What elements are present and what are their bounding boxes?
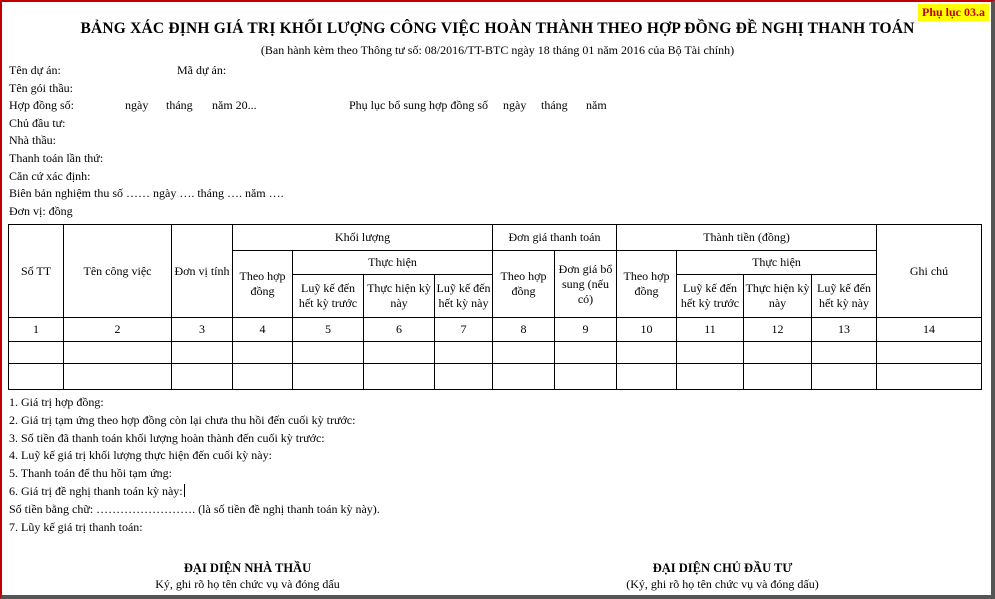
- table-cell[interactable]: [293, 342, 364, 364]
- table-cell[interactable]: [812, 342, 877, 364]
- header-so-tt: Số TT: [9, 225, 64, 318]
- header-ghi-chu: Ghi chú: [877, 225, 982, 318]
- summary-amount-in-words: Số tiền bằng chữ: ……………………. (là số tiền đề nghị thanh toán kỳ này).: [9, 501, 380, 516]
- table-row: [9, 364, 982, 390]
- contract-number-label: Hợp đồng số:: [9, 98, 75, 113]
- table-cell[interactable]: [64, 364, 172, 390]
- table-cell[interactable]: [617, 364, 677, 390]
- table-cell[interactable]: [812, 364, 877, 390]
- column-number: 1: [9, 318, 64, 342]
- appendix-year-label: năm: [586, 98, 607, 113]
- package-name-label: Tên gói thầu:: [9, 80, 73, 95]
- header-kl-luy-ke-ky-nay: Luỹ kế đến hết kỳ này: [435, 275, 493, 318]
- column-number: 5: [293, 318, 364, 342]
- column-number: 4: [233, 318, 293, 342]
- table-cell[interactable]: [9, 342, 64, 364]
- column-number: 12: [744, 318, 812, 342]
- column-number: 11: [677, 318, 744, 342]
- table-cell[interactable]: [744, 364, 812, 390]
- table-cell[interactable]: [493, 342, 555, 364]
- table-cell[interactable]: [493, 364, 555, 390]
- info-row-contractor: [9, 132, 284, 150]
- header-thanh-tien: Thành tiền (đồng): [617, 225, 877, 251]
- owner-signature-note: (Ký, ghi rõ họ tên chức vụ và đóng dấu): [626, 577, 819, 591]
- info-row-payment: [9, 150, 284, 168]
- appendix-label: Phụ lục 03.a: [918, 4, 989, 21]
- basis-label: Căn cứ xác định:: [9, 168, 91, 183]
- header-khoi-luong: Khối lượng: [233, 225, 493, 251]
- table-cell[interactable]: [877, 342, 982, 364]
- info-row-acceptance: [9, 185, 284, 203]
- table-cell[interactable]: [555, 342, 617, 364]
- summary-advance-recovery: 5. Thanh toán để thu hồi tạm ứng:: [9, 466, 172, 481]
- contractor-label: Nhà thầu:: [9, 133, 56, 148]
- table-header-row: [9, 225, 982, 251]
- summary-accumulated-value: 4. Luỹ kế giá trị khối lượng thực hiện đến cuối kỳ này:: [9, 448, 272, 463]
- table-cell[interactable]: [555, 364, 617, 390]
- info-row-unit: [9, 203, 284, 221]
- table-cell[interactable]: [9, 364, 64, 390]
- summary-paid-previous: 3. Số tiền đã thanh toán khối lượng hoàn thành đến cuối kỳ trước:: [9, 430, 325, 445]
- header-kl-thuc-hien: Thực hiện: [293, 251, 493, 275]
- summary-advance-remaining: 2. Giá trị tạm ứng theo hợp đồng còn lại chưa thu hồi đến cuối kỳ trước:: [9, 412, 356, 427]
- table-cell[interactable]: [364, 342, 435, 364]
- appendix-contract-label: Phụ lục bổ sung hợp đồng số: [349, 98, 489, 113]
- column-number: 6: [364, 318, 435, 342]
- owner-signature-block: [590, 560, 855, 592]
- info-row-contract: [9, 97, 607, 115]
- table-cell[interactable]: [677, 342, 744, 364]
- payment-number-label: Thanh toán lần thứ:: [9, 150, 104, 165]
- header-tt-luy-ke-truoc: Luỹ kế đến hết kỳ trước: [677, 275, 744, 318]
- header-don-gia: Đơn giá thanh toán: [493, 225, 617, 251]
- table-cell[interactable]: [364, 364, 435, 390]
- header-tt-theo-hop-dong: Theo hợp đồng: [617, 251, 677, 318]
- table-cell[interactable]: [64, 342, 172, 364]
- header-tt-thuc-hien: Thực hiện: [677, 251, 877, 275]
- project-name-label: Tên dự án:: [9, 63, 61, 77]
- info-row-package: [9, 80, 284, 98]
- currency-unit-label: Đơn vị: đồng: [9, 203, 73, 218]
- header-kl-luy-ke-truoc: Luỹ kế đến hết kỳ trước: [293, 275, 364, 318]
- table-cell[interactable]: [877, 364, 982, 390]
- summary-section: [9, 394, 380, 536]
- table-cell[interactable]: [293, 364, 364, 390]
- header-dg-theo-hop-dong: Theo hợp đồng: [493, 251, 555, 318]
- column-number: 9: [555, 318, 617, 342]
- table-cell[interactable]: [435, 364, 493, 390]
- summary-accumulated-payment: 7. Lũy kế giá trị thanh toán:: [9, 519, 143, 534]
- table-cell[interactable]: [617, 342, 677, 364]
- owner-signature-title: ĐẠI DIỆN CHỦ ĐẦU TƯ: [652, 561, 793, 575]
- contractor-signature-note: Ký, ghi rõ họ tên chức vụ và đóng dấu: [155, 577, 340, 591]
- header-ten-cong-viec: Tên công việc: [64, 225, 172, 318]
- header-kl-theo-hop-dong: Theo hợp đồng: [233, 251, 293, 318]
- column-number-row: [9, 318, 982, 342]
- table-row: [9, 342, 982, 364]
- header-don-vi-tinh: Đơn vị tính: [172, 225, 233, 318]
- table-cell[interactable]: [172, 364, 233, 390]
- summary-payment-request[interactable]: [9, 483, 380, 501]
- table-cell[interactable]: [744, 342, 812, 364]
- column-number: 13: [812, 318, 877, 342]
- info-section: [9, 62, 607, 220]
- contractor-signature-title: ĐẠI DIỆN NHÀ THẦU: [183, 561, 312, 575]
- payment-table: [8, 224, 982, 390]
- summary-contract-value: 1. Giá trị hợp đồng:: [9, 395, 104, 409]
- info-row-project: [9, 62, 284, 80]
- document-title: BẢNG XÁC ĐỊNH GIÁ TRỊ KHỐI LƯỢNG CÔNG VIỆC HOÀN THÀNH THEO HỢP ĐỒNG ĐỀ NGHỊ THANH TOÁN: [80, 20, 915, 37]
- acceptance-record-label: Biên bản nghiệm thu số …… ngày …. tháng …. năm ….: [9, 186, 284, 201]
- table-cell[interactable]: [172, 342, 233, 364]
- appendix-day-label: ngày: [503, 98, 527, 113]
- info-row-basis: [9, 168, 284, 186]
- contract-month-label: tháng: [166, 98, 193, 113]
- column-number: 3: [172, 318, 233, 342]
- text-cursor: [184, 484, 185, 497]
- header-don-gia-bo-sung: Đơn giá bổ sung (nếu có): [555, 251, 617, 318]
- summary-payment-request-text: 6. Giá trị đề nghị thanh toán kỳ này:: [9, 483, 183, 498]
- investor-label: Chủ đầu tư:: [9, 115, 66, 130]
- contract-day-label: ngày: [125, 98, 149, 113]
- header-kl-thuc-hien-ky-nay: Thực hiện kỳ này: [364, 275, 435, 318]
- column-number: 8: [493, 318, 555, 342]
- table-cell[interactable]: [233, 342, 293, 364]
- column-number: 14: [877, 318, 982, 342]
- document-subtitle: (Ban hành kèm theo Thông tư số: 08/2016/TT-BTC ngày 18 tháng 01 năm 2016 của Bộ Tài chính): [260, 43, 735, 57]
- header-tt-luy-ke-ky-nay: Luỹ kế đến hết kỳ này: [812, 275, 877, 318]
- table-cell[interactable]: [435, 342, 493, 364]
- info-row-owner: [9, 115, 284, 133]
- column-number: 2: [64, 318, 172, 342]
- column-number: 7: [435, 318, 493, 342]
- project-code-label: Mã dự án:: [177, 63, 227, 77]
- column-number: 10: [617, 318, 677, 342]
- header-tt-thuc-hien-ky-nay: Thực hiện kỳ này: [744, 275, 812, 318]
- contract-year-label: năm 20...: [212, 98, 257, 113]
- contractor-signature-block: [125, 560, 370, 592]
- table-cell[interactable]: [233, 364, 293, 390]
- table-cell[interactable]: [677, 364, 744, 390]
- appendix-month-label: tháng: [541, 98, 568, 113]
